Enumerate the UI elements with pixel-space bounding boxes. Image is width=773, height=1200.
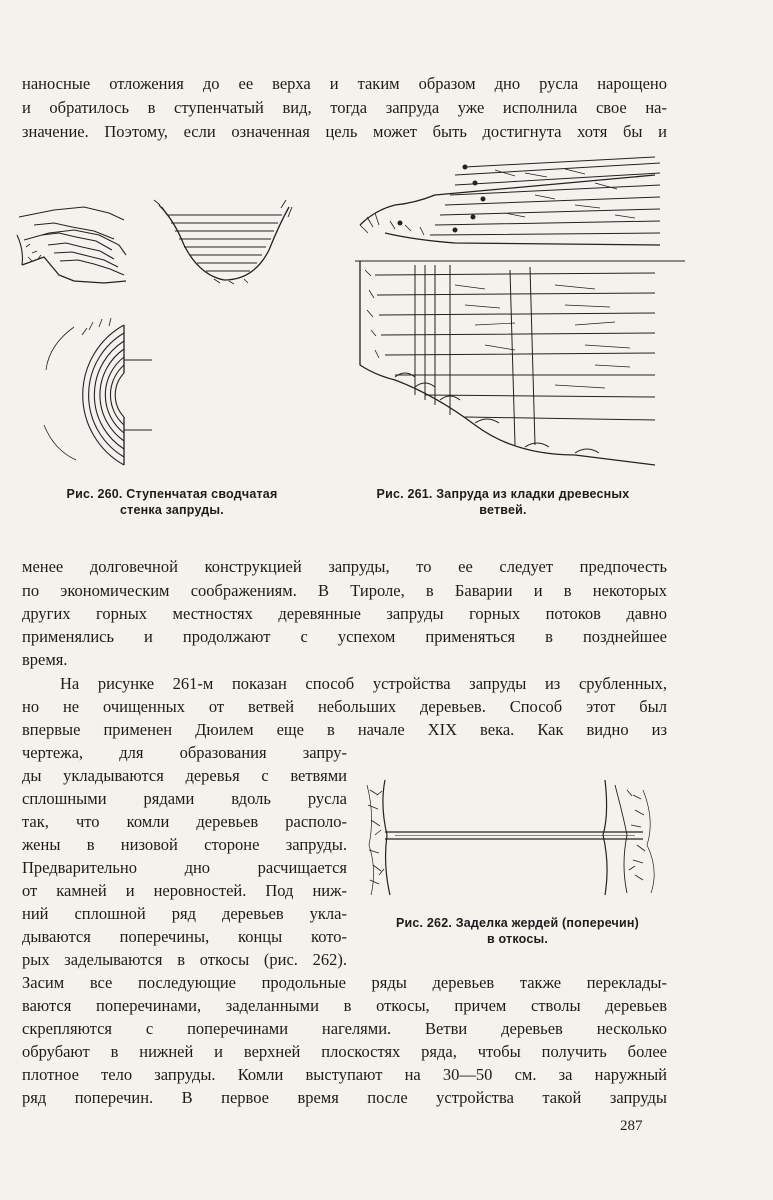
text-line: обрубают в нижней и верхней плоскостях ряда, чтобы получить более — [22, 1042, 667, 1061]
text-line: впервые применен Дюилем еще в начале XIX века. Как видно из — [22, 720, 667, 739]
text-line: наносные отложения до ее верха и таким образом дно русла нарощено — [22, 74, 667, 93]
figure-261-illustration — [355, 155, 685, 475]
text-line: значение. Поэтому, если означенная цель может быть достигнута хотя бы и — [22, 122, 667, 141]
text-line: чертежа, для образования запру- — [22, 743, 347, 762]
text-line: и обратилось в ступенчатый вид, тогда запруда уже исполнила свое на- — [22, 98, 667, 117]
text-line: от камней и неровностей. Под ниж- — [22, 881, 347, 900]
text-line: ды укладываются деревья с ветвями — [22, 766, 347, 785]
text-line: ний сплошной ряд деревьев укла- — [22, 904, 347, 923]
caption-line: Рис. 262. Заделка жердей (поперечин) — [395, 916, 639, 930]
fig262-pole — [385, 832, 643, 839]
text-line: по экономическим соображениям. В Тироле, в Баварии и в некоторых — [22, 581, 667, 600]
fig260-stepped-section — [17, 207, 126, 283]
text-line: ваются поперечинами, заделанными в откосы, причем стволы деревьев — [22, 996, 667, 1015]
fig262-right-slope — [603, 780, 654, 895]
page-number: 287 — [620, 1118, 643, 1134]
text-line: жены в низовой стороне запруды. — [22, 835, 347, 854]
text-line: плотное тело запруды. Комли выступают на 30—50 см. за наружный — [22, 1065, 667, 1084]
text-line: но не очищенных от ветвей небольших деревьев. Способ этот был — [22, 697, 667, 716]
fig261-section-view — [360, 157, 660, 245]
fig261-caption — [338, 486, 668, 518]
text-line: скрепляются с поперечинами нагелями. Ветви деревьев несколько — [22, 1019, 667, 1038]
fig260-caption — [22, 486, 322, 518]
caption-line: в откосы. — [486, 932, 549, 946]
fig262-left-slope — [367, 780, 390, 895]
text-line: так, что комли деревьев располо- — [22, 812, 347, 831]
text-line: менее долговечной конструкцией запруды, то ее следует предпочесть — [22, 557, 667, 576]
figure-260-illustration — [14, 195, 314, 465]
text-line: сплошными рядами вдоль русла — [22, 789, 347, 808]
text-line: дываются поперечины, концы кото- — [22, 927, 347, 946]
text-line: На рисунке 261-м показан способ устройства запруды из срубленных, — [60, 674, 667, 693]
fig262-caption — [365, 915, 670, 947]
fig261-plan-view — [355, 261, 685, 465]
caption-line: Рис. 260. Ступенчатая сводчатая — [66, 487, 278, 501]
fig260-cross-section — [154, 200, 292, 284]
figure-262-illustration — [365, 775, 675, 900]
caption-line: стенка запруды. — [119, 503, 224, 517]
caption-line: Рис. 261. Запруда из кладки древесных — [376, 487, 630, 501]
text-line: других горных местностях деревянные запруды горных потоков давно — [22, 604, 667, 623]
text-line: Засим все последующие продольные ряды деревьев также переклады- — [22, 973, 667, 992]
text-line: Предварительно дно расчищается — [22, 858, 347, 877]
text-line: ряд поперечин. В первое время после устройства такой запруды — [22, 1088, 667, 1107]
text-line: применялись и продолжают с успехом применяться в позднейшее — [22, 627, 667, 646]
text-line: время. — [22, 650, 68, 669]
caption-line: ветвей. — [479, 503, 527, 517]
fig260-plan-view — [44, 318, 152, 465]
text-line: рых заделываются в откосы (рис. 262). — [22, 950, 347, 969]
